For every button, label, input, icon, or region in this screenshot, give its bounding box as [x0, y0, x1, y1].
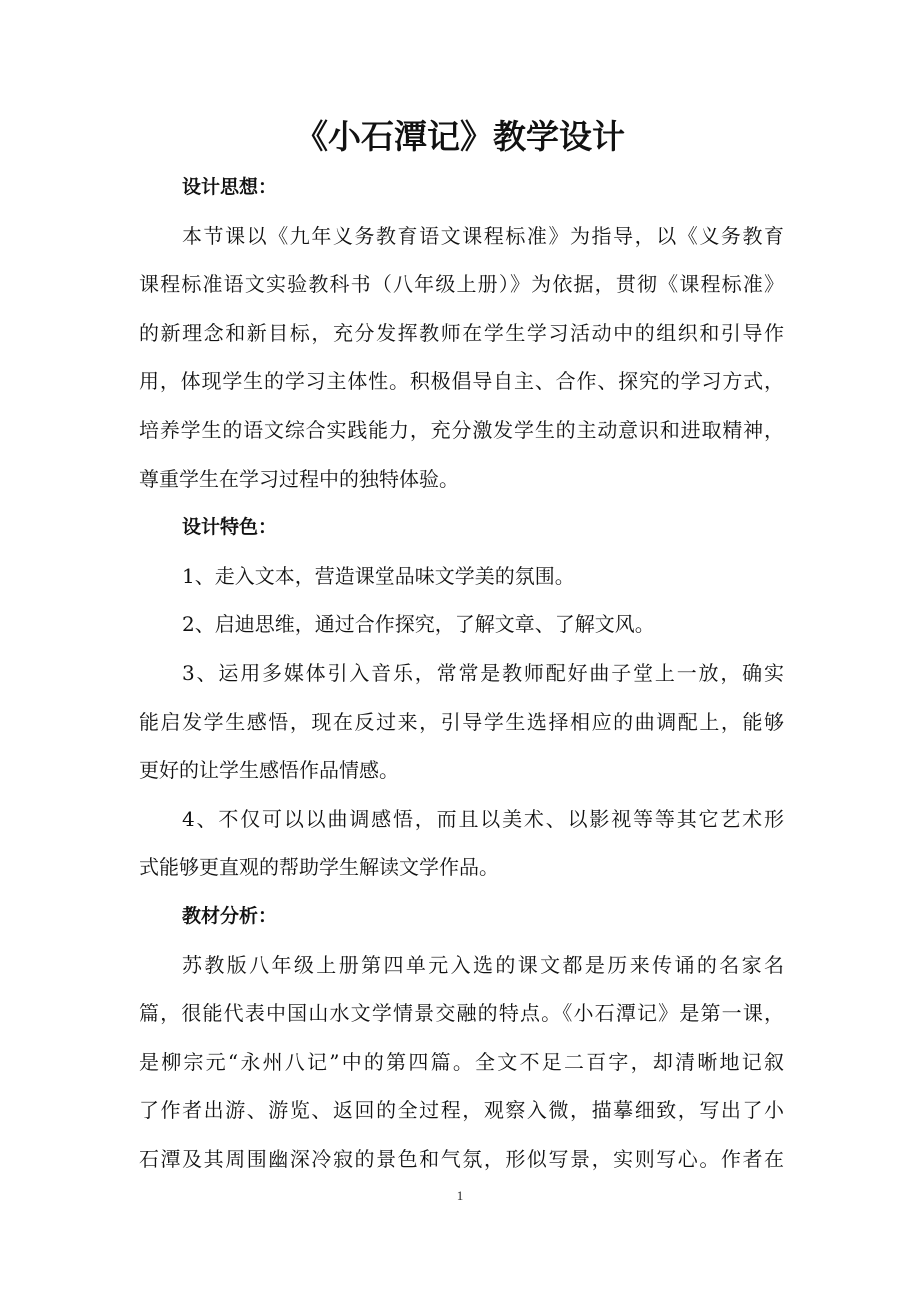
document-body: [139, 163, 784, 1183]
list-item-feature-3: [139, 649, 784, 795]
text-line: 2、启迪思维，通过合作探究，了解文章、了解文风。: [182, 612, 655, 637]
text-line: 尊重学生在学习过程中的独特体验。: [139, 466, 459, 491]
text-line: 苏教版八年级上册第四单元入选的课文都是历来传诵的名家名: [182, 952, 784, 977]
list-item-feature-1: [139, 552, 784, 601]
section-heading-textbook-analysis: 教材分析：: [182, 904, 278, 927]
text-line: 1、走入文本，营造课堂品味文学美的氛围。: [182, 563, 575, 588]
section-heading-design-features: 设计特色：: [182, 516, 278, 539]
text-line: 3、运用多媒体引入音乐，常常是教师配好曲子堂上一放，确实: [182, 660, 784, 685]
text-line: 更好的让学生感悟作品情感。: [139, 758, 399, 783]
paragraph-textbook-analysis: [139, 941, 784, 1184]
text-line: 篇，很能代表中国山水文学情景交融的特点。《小石潭记》是第一课，: [139, 1001, 784, 1026]
text-line: 是柳宗元“永州八记”中的第四篇。全文不足二百字，却清晰地记叙: [139, 1049, 784, 1074]
text-line: 用，体现学生的学习主体性。积极倡导自主、合作、探究的学习方式，: [139, 369, 784, 394]
text-line: 石潭及其周围幽深冷寂的景色和气氛，形似写景，实则写心。作者在: [139, 1146, 784, 1171]
text-line: 培养学生的语文综合实践能力，充分激发学生的主动意识和进取精神，: [139, 417, 784, 442]
text-line: 式能够更直观的帮助学生解读文学作品。: [139, 855, 499, 880]
text-line: 课程标准语文实验教科书（八年级上册）》为依据，贯彻《课程标准》: [139, 272, 784, 297]
list-item-feature-2: [139, 600, 784, 649]
text-line: 能启发学生感悟，现在反过来，引导学生选择相应的曲调配上，能够: [139, 709, 784, 734]
paragraph-design-idea: [139, 212, 784, 504]
section-heading-design-idea: 设计思想：: [182, 176, 278, 198]
list-item-feature-4: [139, 795, 784, 892]
text-line: 的新理念和新目标，充分发挥教师在学生学习活动中的组织和引导作: [139, 320, 784, 345]
text-line: 4、不仅可以以曲调感悟，而且以美术、以影视等等其它艺术形: [182, 806, 784, 831]
document-title: 《小石潭记》教学设计: [295, 117, 625, 156]
text-line: 本节课以《九年义务教育语文课程标准》为指导，以《义务教育: [182, 223, 784, 248]
text-line: 了作者出游、游览、返回的全过程，观察入微，描摹细致，写出了小: [139, 1098, 784, 1123]
page-number: 1: [456, 1188, 464, 1203]
